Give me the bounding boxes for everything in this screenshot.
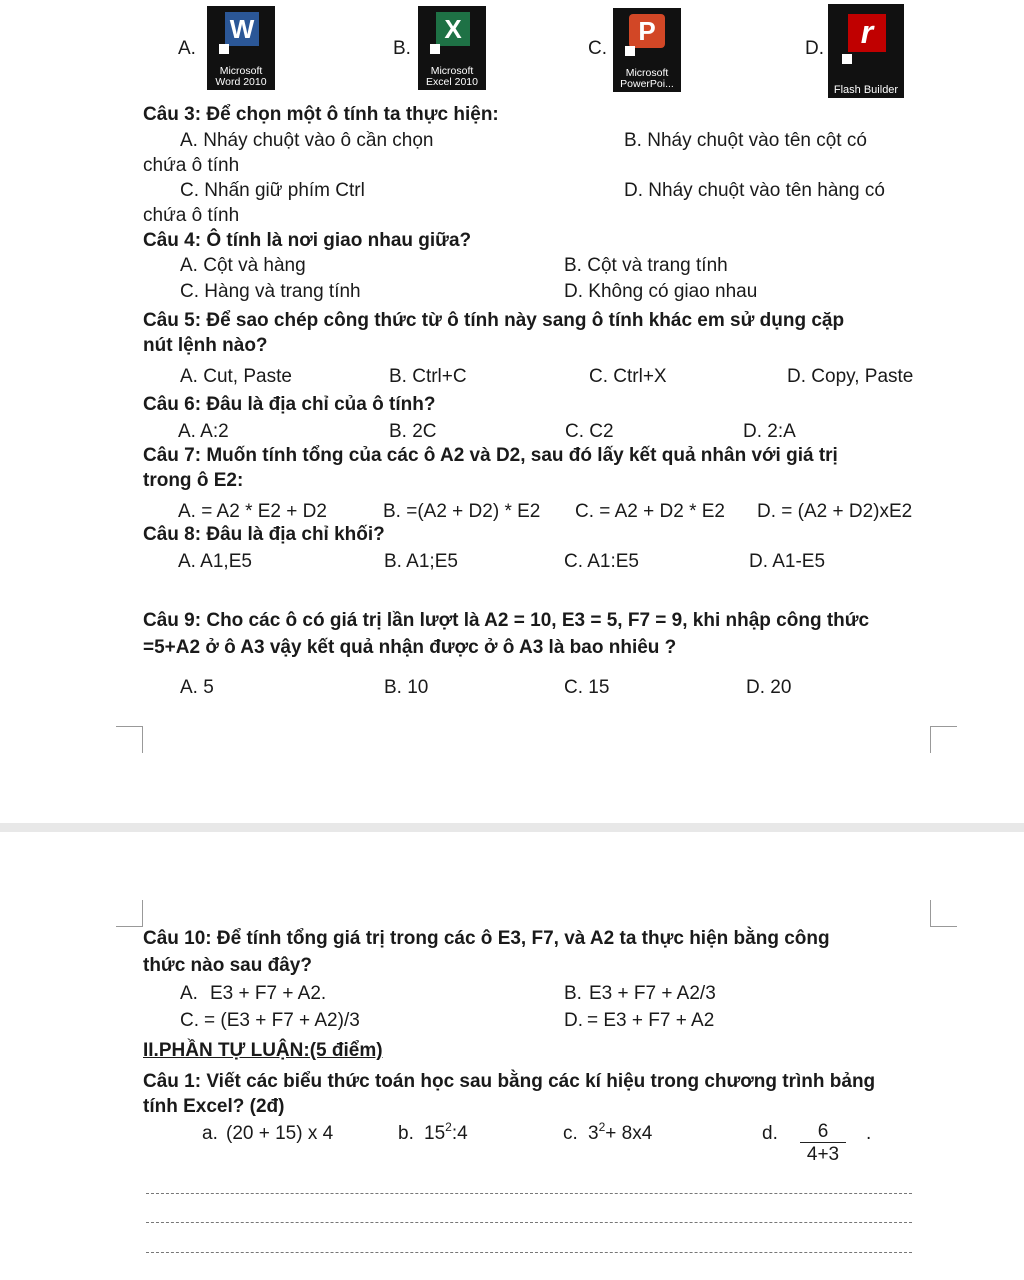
- q10-option-c-label: C.: [180, 1010, 199, 1031]
- expr-d-fraction: [800, 1122, 846, 1167]
- q9-option-a: A. 5: [180, 677, 214, 698]
- q8-option-a: A. A1,E5: [178, 551, 252, 572]
- expr-a-label: a.: [202, 1123, 218, 1144]
- expr-c-base: 3: [588, 1123, 599, 1144]
- word-icon: W: [225, 12, 259, 46]
- q3-option-b-continued: chứa ô tính: [143, 155, 240, 176]
- q3-option-d-continued: chứa ô tính: [143, 205, 240, 226]
- q9-option-c: C. 15: [564, 677, 610, 698]
- flash-builder-shortcut[interactable]: [828, 4, 904, 98]
- shortcut-arrow-icon: [219, 44, 229, 54]
- q10-option-a: E3 + F7 + A2.: [210, 983, 327, 1004]
- question-9-title-continued: =5+A2 ở ô A3 vậy kết quả nhận được ở ô A3 là bao nhiêu ?: [143, 637, 677, 658]
- question-10-title: Câu 10: Để tính tổng giá trị trong các ô E3, F7, và A2 ta thực hiện bằng công: [143, 928, 830, 949]
- q5-option-a: A. Cut, Paste: [180, 366, 292, 387]
- q10-option-c: = (E3 + F7 + A2)/3: [204, 1010, 360, 1031]
- q6-option-a: A. A:2: [178, 421, 229, 442]
- q4-option-d: D. Không có giao nhau: [564, 281, 758, 302]
- shortcut-arrow-icon: [625, 46, 635, 56]
- expr-b-rest: :4: [451, 1123, 468, 1144]
- q8-option-c: C. A1:E5: [564, 551, 639, 572]
- icon-caption: Microsoft: [430, 65, 474, 77]
- option-d-label: D.: [805, 38, 824, 59]
- expr-b-exponent: 2: [445, 1120, 452, 1134]
- essay-question-1-title-continued: tính Excel? (2đ): [143, 1096, 285, 1117]
- word-2010-shortcut[interactable]: [207, 6, 275, 90]
- q6-option-d: D. 2:A: [743, 421, 796, 442]
- answer-line: [146, 1193, 912, 1194]
- q4-option-a: A. Cột và hàng: [180, 255, 306, 276]
- expr-d-label: d.: [762, 1123, 778, 1144]
- essay-question-1-title: Câu 1: Viết các biểu thức toán học sau bằng các kí hiệu trong chương trình bảng: [143, 1071, 876, 1092]
- answer-line: [146, 1222, 912, 1223]
- powerpoint-icon: P: [629, 14, 665, 48]
- question-7-title-continued: trong ô E2:: [143, 470, 244, 491]
- question-5-title-continued: nút lệnh nào?: [143, 335, 268, 356]
- icon-caption: Microsoft: [219, 65, 263, 77]
- question-9-title: Câu 9: Cho các ô có giá trị lần lượt là A2 = 10, E3 = 5, F7 = 9, khi nhập công thức: [143, 610, 870, 631]
- option-b-label: B.: [393, 38, 411, 59]
- q6-option-c: C. C2: [565, 421, 614, 442]
- q9-option-d: D. 20: [746, 677, 792, 698]
- q5-option-d: D. Copy, Paste: [787, 366, 914, 387]
- option-c-label: C.: [588, 38, 607, 59]
- q10-option-a-label: A.: [180, 983, 198, 1004]
- q3-option-d: D. Nháy chuột vào tên hàng có: [624, 180, 885, 201]
- shortcut-arrow-icon: [430, 44, 440, 54]
- question-4-title: Câu 4: Ô tính là nơi giao nhau giữa?: [143, 230, 472, 251]
- q6-option-b: B. 2C: [389, 421, 437, 442]
- q9-option-b: B. 10: [384, 677, 429, 698]
- page-corner-mark: [116, 900, 143, 927]
- q7-option-d: D. = (A2 + D2)xE2: [757, 501, 913, 522]
- question-10-title-continued: thức nào sau đây?: [143, 955, 312, 976]
- q10-option-d: = E3 + F7 + A2: [587, 1010, 715, 1031]
- expr-b: [424, 1120, 468, 1145]
- icon-caption: Flash Builder: [833, 84, 899, 96]
- q4-option-c: C. Hàng và trang tính: [180, 281, 361, 302]
- question-3-title: Câu 3: Để chọn một ô tính ta thực hiện:: [143, 104, 499, 125]
- q10-option-b: E3 + F7 + A2/3: [589, 983, 716, 1004]
- expr-a: (20 + 15) x 4: [226, 1123, 334, 1144]
- expr-d-tail: .: [866, 1123, 872, 1144]
- page-break: [0, 823, 1024, 832]
- icon-caption: Word 2010: [215, 76, 267, 88]
- expr-c-label: c.: [563, 1123, 578, 1144]
- question-5-title: Câu 5: Để sao chép công thức từ ô tính này sang ô tính khác em sử dụng cặp: [143, 310, 845, 331]
- icon-caption: Excel 2010: [426, 76, 478, 88]
- page-corner-mark: [116, 726, 143, 753]
- shortcut-arrow-icon: [842, 54, 852, 64]
- part-2-heading: II.PHẦN TỰ LUẬN:(5 điểm): [143, 1040, 383, 1061]
- q10-option-b-label: B.: [564, 983, 582, 1004]
- q5-option-c: C. Ctrl+X: [589, 366, 667, 387]
- question-7-title: Câu 7: Muốn tính tổng của các ô A2 và D2, sau đó lấy kết quả nhân với giá trị: [143, 445, 838, 466]
- page-corner-mark: [930, 900, 957, 927]
- option-a-label: A.: [178, 38, 196, 59]
- q3-option-c: C. Nhấn giữ phím Ctrl: [180, 180, 365, 201]
- question-6-title: Câu 6: Đâu là địa chỉ của ô tính?: [143, 394, 436, 415]
- expr-b-base: 15: [424, 1123, 446, 1144]
- q8-option-b: B. A1;E5: [384, 551, 458, 572]
- expr-d-denominator: 4+3: [806, 1144, 840, 1165]
- flash-builder-icon: r: [848, 14, 886, 52]
- expr-c-rest: + 8x4: [605, 1123, 653, 1144]
- expr-c: [588, 1120, 653, 1145]
- q4-option-b: B. Cột và trang tính: [564, 255, 728, 276]
- q3-option-a: A. Nháy chuột vào ô cần chọn: [180, 130, 434, 151]
- icon-caption: PowerPoi...: [620, 78, 674, 90]
- powerpoint-shortcut[interactable]: [613, 8, 681, 92]
- excel-icon: X: [436, 12, 470, 46]
- q10-option-d-label: D.: [564, 1010, 583, 1031]
- q5-option-b: B. Ctrl+C: [389, 366, 467, 387]
- expr-b-label: b.: [398, 1123, 414, 1144]
- answer-line: [146, 1252, 912, 1253]
- q7-option-b: B. =(A2 + D2) * E2: [383, 501, 541, 522]
- q8-option-d: D. A1-E5: [749, 551, 826, 572]
- page-corner-mark: [930, 726, 957, 753]
- excel-2010-shortcut[interactable]: [418, 6, 486, 90]
- q7-option-a: A. = A2 * E2 + D2: [178, 501, 327, 522]
- icon-caption: Microsoft: [625, 67, 669, 79]
- expr-d-numerator: 6: [800, 1122, 846, 1143]
- q7-option-c: C. = A2 + D2 * E2: [575, 501, 725, 522]
- question-8-title: Câu 8: Đâu là địa chỉ khối?: [143, 524, 385, 545]
- q3-option-b: B. Nháy chuột vào tên cột có: [624, 130, 867, 151]
- expr-c-exponent: 2: [598, 1120, 606, 1134]
